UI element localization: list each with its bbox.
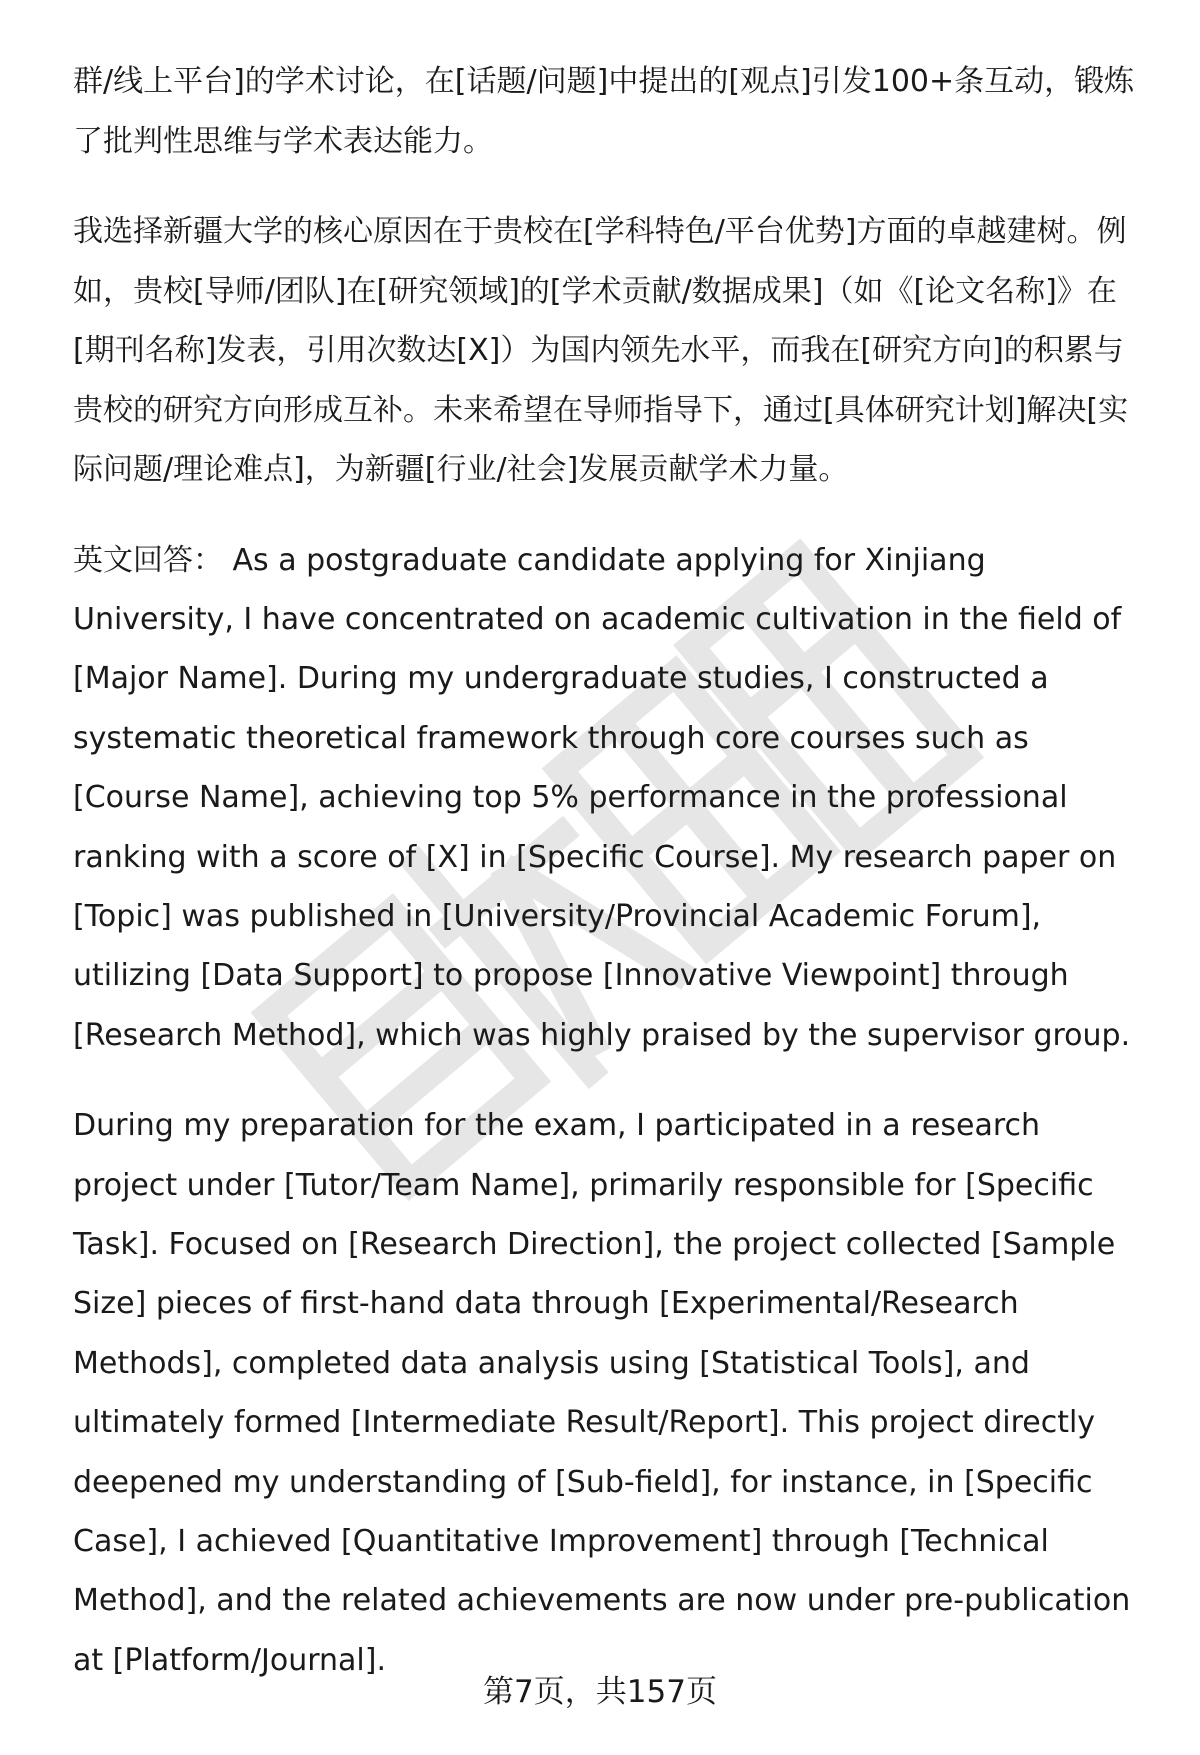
paragraph-cn-1: 群/线上平台]的学术讨论，在[话题/问题]中提出的[观点]引发100+条互动，锻炼了批判性思维与学术表达能力。 [73, 64, 1135, 159]
document-body [73, 52, 1153, 1690]
paragraph-en-2: During my preparation for the exam, I participated in a research project under [Tutor/Team Name], primarily responsible for [Specific Task]. Focused on [Research Direction], the project collected [Sample Size] pieces of first-hand data through [Experimental/Research Methods], completed data analysis using [Statistical Tools], and ultimately formed [Intermediate Result/Report]. This project directly deepened my understanding of [Sub-field], for instance, in [Specific Case], I achieved [Quantitative Improvement] through [Technical Method], and the related achievements are now under pre-publication at [Platform/Journal]. [73, 1108, 1131, 1678]
paragraph-en-1: 英文回答： As a postgraduate candidate applying for Xinjiang University, I have concentrated on academic cultivation in the field of [Major Name]. During my undergraduate studies, I constructed a systematic theoretical framework through core courses such as [Course Name], achieving top 5% performance in the professional ranking with a score of [X] in [Specific Course]. My research paper on [Topic] was published in [University/Provincial Academic Forum], utilizing [Data Support] to propose [Innovative Viewpoint] through [Research Method], which was highly praised by the supervisor group. [73, 542, 1131, 1053]
paragraph-cn-2: 我选择新疆大学的核心原因在于贵校在[学科特色/平台优势]方面的卓越建树。例如，贵校[导师/团队]在[研究领域]的[学术贡献/数据成果]（如《[论文名称]》在[期刊名称]发表，引用次数达[X]）为国内领先水平，而我在[研究方向]的积累与贵校的研究方向形成互补。未来希望在导师指导下，通过[具体研究计划]解决[实际问题/理论难点]，为新疆[行业/社会]发展贡献学术力量。 [73, 214, 1129, 487]
page-number-footer: 第7页，共157页 [483, 1674, 717, 1710]
